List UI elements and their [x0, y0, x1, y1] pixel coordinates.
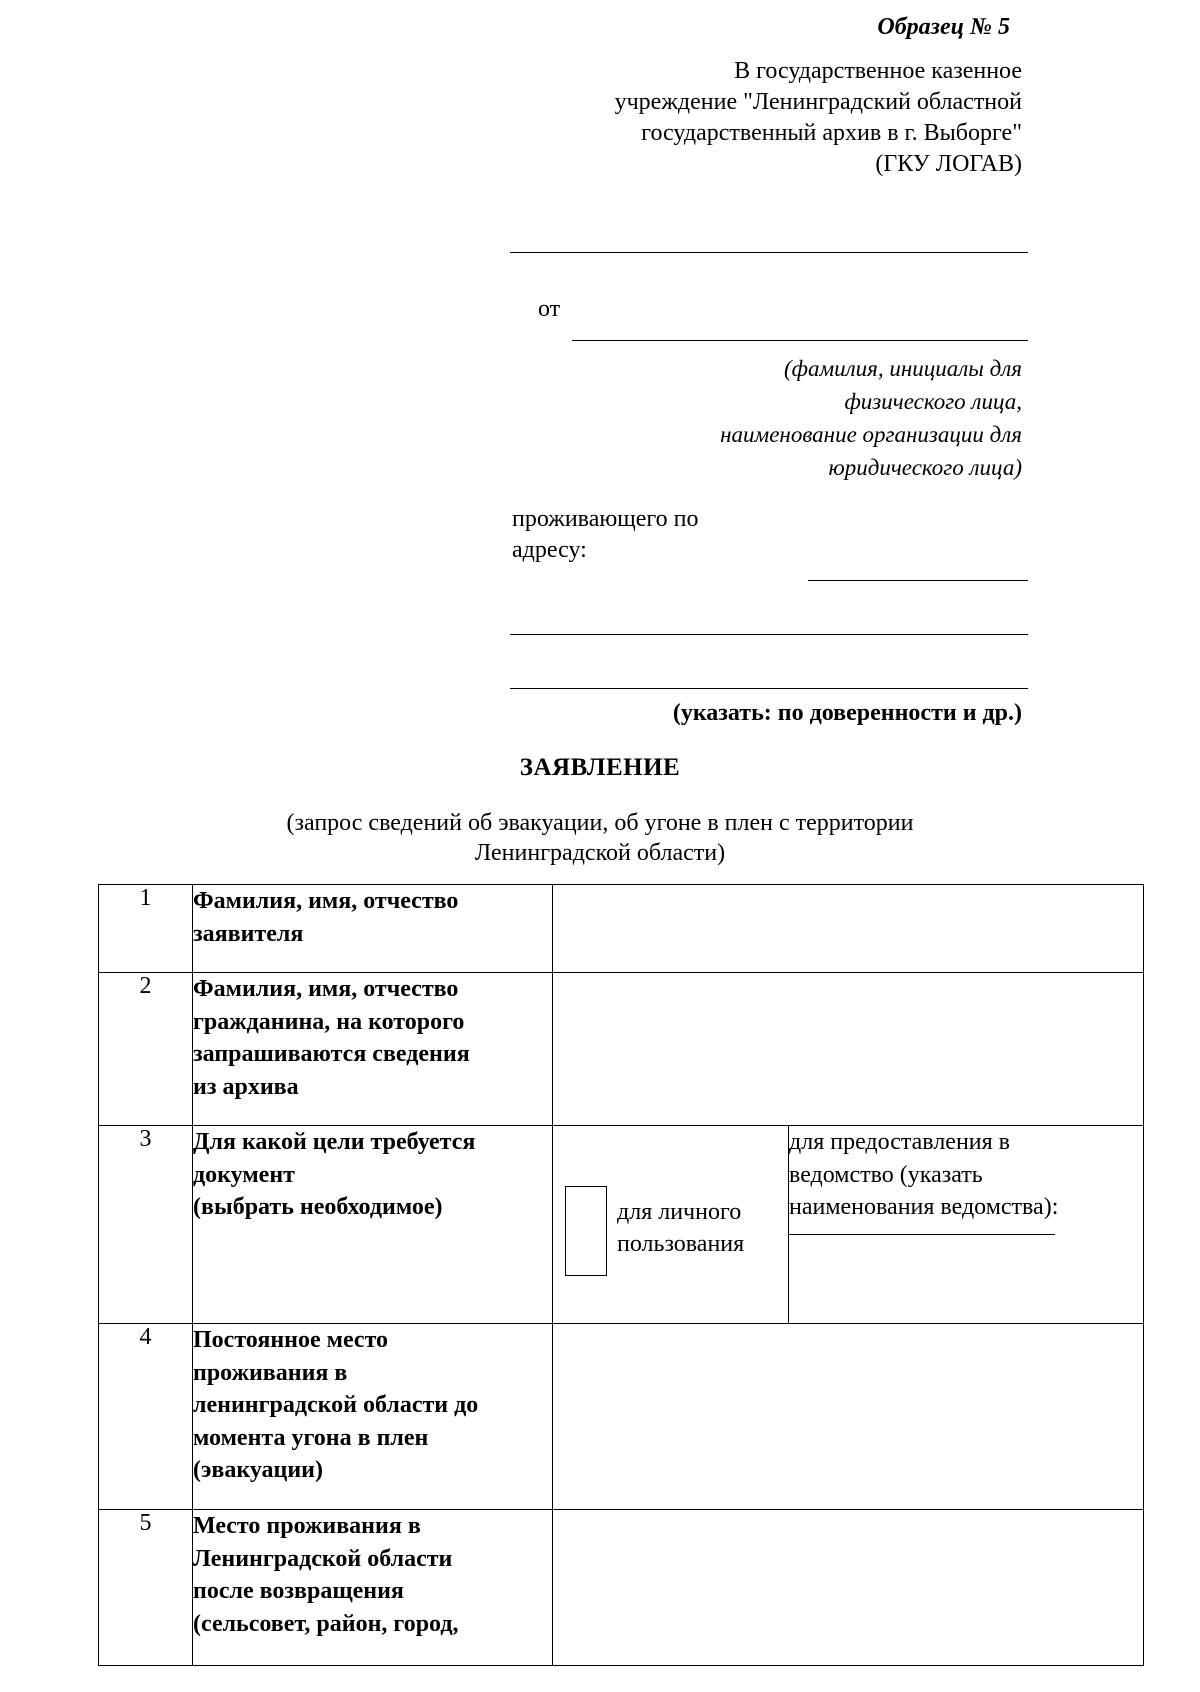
applicant-hint [560, 352, 1022, 484]
addressee-line: (ГКУ ЛОГАВ) [875, 151, 1022, 177]
personal-use-checkbox[interactable] [565, 1186, 607, 1276]
option-line: пользования [617, 1231, 745, 1257]
blank-line-applicant[interactable] [572, 340, 1028, 341]
label-line: Фамилия, имя, отчество [193, 888, 459, 914]
row-label [193, 885, 553, 973]
document-title: ЗАЯВЛЕНИЕ [519, 754, 681, 781]
table-row [99, 1126, 1144, 1324]
option-line: наименования ведомства): [789, 1194, 1059, 1220]
residing-label [512, 504, 699, 566]
applicant-name-field[interactable] [553, 885, 1144, 973]
row-number: 3 [99, 1126, 193, 1324]
row-label [193, 1510, 553, 1666]
hint-line: физического лица, [844, 389, 1022, 414]
personal-use-label [617, 1196, 744, 1260]
addressee-line: В государственное казенное [734, 58, 1022, 84]
label-line: заявителя [193, 920, 304, 947]
label-line: запрашиваются сведения [193, 1041, 470, 1067]
label-line: Фамилия, имя, отчество [193, 976, 459, 1002]
table-row [99, 1510, 1144, 1666]
label-line: Постоянное место [193, 1327, 389, 1353]
hint-line: юридического лица) [828, 455, 1022, 480]
row-number: 1 [99, 885, 193, 973]
residing-line: проживающего по [512, 506, 699, 532]
document-subtitle [180, 808, 1020, 868]
purpose-personal-option [553, 1126, 789, 1324]
blank-line-address-2[interactable] [510, 634, 1028, 635]
label-line: (сельсовет, район, город, [193, 1610, 459, 1637]
row-label [193, 1126, 553, 1324]
addressee-line: государственный архив в г. Выборге" [641, 120, 1022, 146]
blank-line-address-3[interactable] [510, 688, 1028, 689]
from-label: от [538, 296, 561, 322]
label-line: (эвакуации) [193, 1457, 323, 1483]
addressee-line: учреждение "Ленинградский областной [614, 89, 1022, 115]
hint-line: наименование организации для [720, 422, 1022, 447]
permanent-residence-field[interactable] [553, 1324, 1144, 1510]
label-line: из архива [193, 1073, 299, 1100]
option-line: ведомство (указать [789, 1161, 983, 1188]
subtitle-line: (запрос сведений об эвакуации, об угоне в плен с территории [286, 810, 914, 836]
blank-line-recipient[interactable] [510, 252, 1028, 253]
label-line: момента угона в плен [193, 1424, 429, 1451]
option-line: для предоставления в [789, 1129, 1011, 1155]
label-line: гражданина, на которого [193, 1008, 465, 1035]
label-line: Для какой цели требуется [193, 1129, 476, 1155]
table-row [99, 973, 1144, 1126]
subtitle-line: Ленинградской области) [474, 840, 726, 866]
blank-line-address-1[interactable] [808, 580, 1028, 581]
sample-number: Образец № 5 [877, 14, 1010, 40]
agency-name-field[interactable] [789, 1234, 1055, 1235]
table-row [99, 1324, 1144, 1510]
label-line: после возвращения [193, 1578, 404, 1604]
specify-note: (указать: по доверенности и др.) [672, 700, 1022, 726]
row-number: 2 [99, 973, 193, 1126]
row-label [193, 973, 553, 1126]
label-line: Ленинградской области [193, 1545, 453, 1572]
purpose-agency-option [789, 1126, 1144, 1324]
label-line: ленинградской области до [193, 1392, 479, 1418]
application-form-table [98, 884, 1144, 1666]
row-number: 5 [99, 1510, 193, 1666]
label-line: Место проживания в [193, 1513, 421, 1539]
residing-line: адресу: [512, 537, 587, 563]
table-row [99, 885, 1144, 973]
hint-line: (фамилия, инициалы для [783, 356, 1022, 381]
label-line: проживания в [193, 1359, 348, 1386]
addressee-block [470, 56, 1022, 180]
label-line: документ [193, 1161, 295, 1188]
row-label [193, 1324, 553, 1510]
option-line: для личного [617, 1199, 742, 1225]
citizen-name-field[interactable] [553, 973, 1144, 1126]
post-return-residence-field[interactable] [553, 1510, 1144, 1666]
row-number: 4 [99, 1324, 193, 1510]
label-line: (выбрать необходимое) [193, 1194, 443, 1220]
